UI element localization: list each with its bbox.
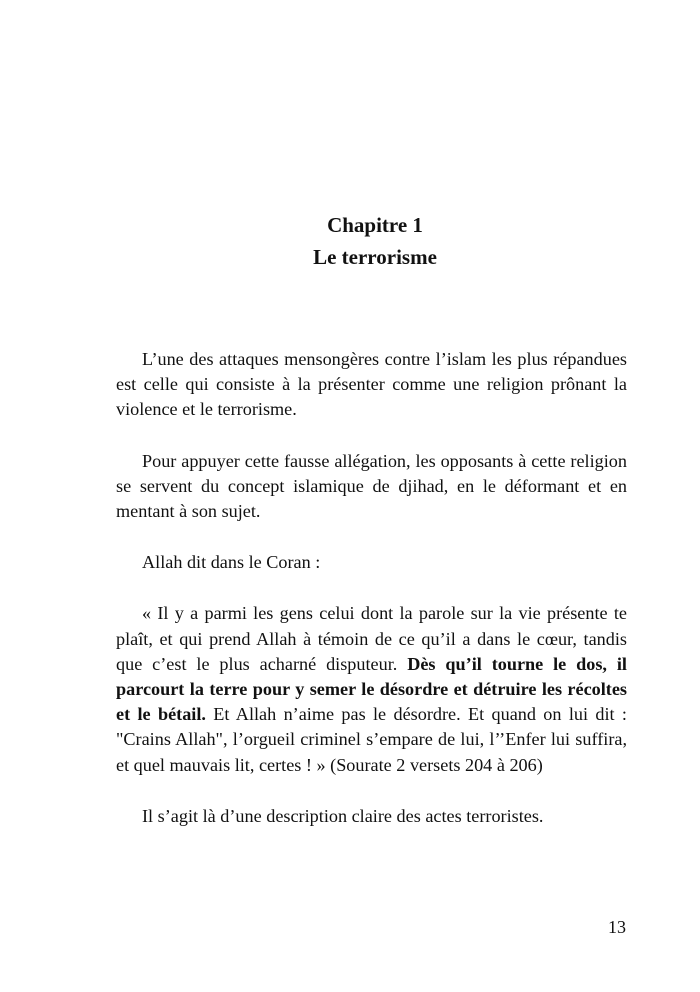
- paragraph-1: L’une des attaques mensongères contre l’islam les plus répandues est celle qui consiste à la présenter comme une religion prônant la violence et le terrorisme.: [116, 349, 627, 420]
- chapter-number: Chapitre 1: [327, 213, 423, 237]
- paragraph-5: Il s’agit là d’une description claire des actes terroristes.: [142, 805, 544, 826]
- chapter-title: Le terrorisme: [313, 245, 437, 269]
- page-number: 13: [608, 917, 626, 937]
- chapter-heading: [0, 209, 700, 273]
- paragraph-2: Pour appuyer cette fausse allégation, les opposants à cette religion se servent du concept islamique de djihad, en le déformant et en mentant à son sujet.: [116, 450, 627, 522]
- quote-bold-text: Dès qu’il tourne le dos, il parcourt la terre pour y semer le désordre et détruire les récoltes et le bétail.: [116, 653, 627, 725]
- paragraph-4-quran-quote: [116, 601, 627, 777]
- paragraph-3: Allah dit dans le Coran :: [142, 552, 321, 573]
- quote-text-end: Et Allah n’aime pas le désordre. Et quand on lui dit : "Crains Allah", l’orgueil criminel s’empare de lui, l’’Enfer lui suffira, et quel mauvais lit, certes ! » (Sourate 2 versets 204 à 206): [116, 704, 627, 775]
- quote-text-start: « Il y a parmi les gens celui dont la parole sur la vie présente te plaît, et qui prend Allah à témoin de ce qu’il a dans le cœur, tandis que c’est le plus acharné disputeur.: [116, 603, 627, 674]
- body-text: [116, 347, 627, 855]
